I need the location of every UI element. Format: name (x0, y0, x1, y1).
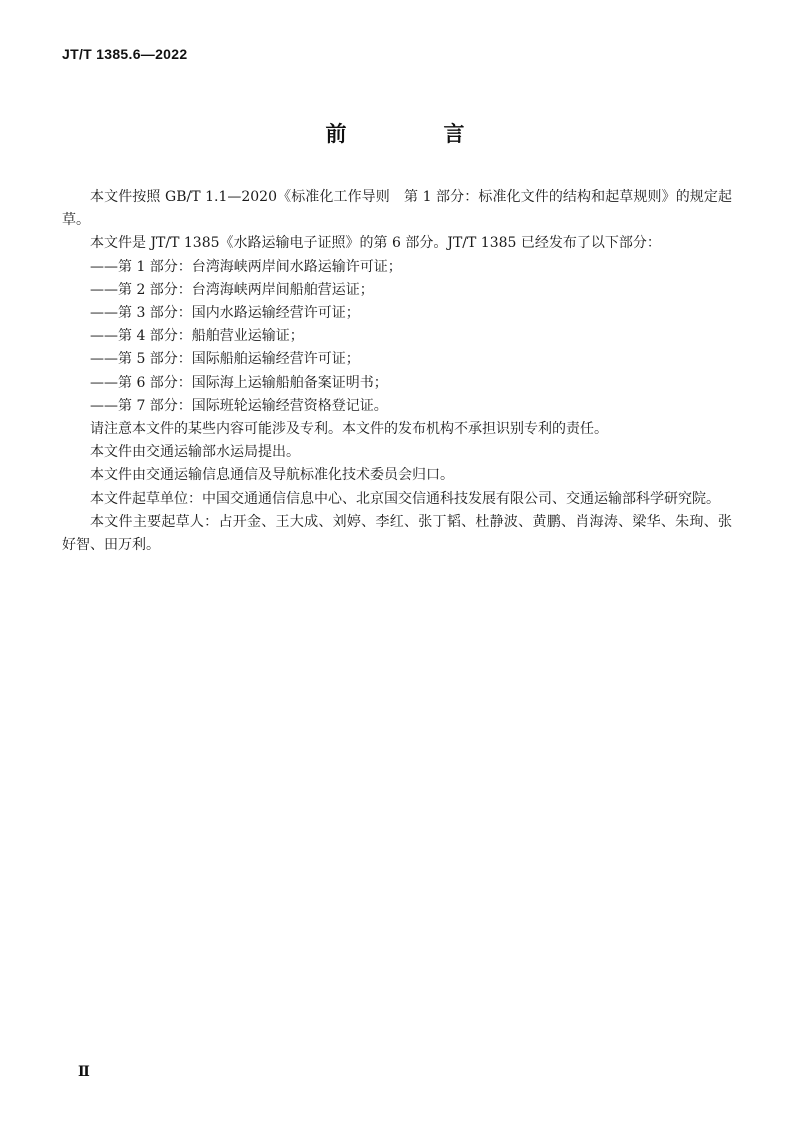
page-title: 前 言 (325, 122, 503, 146)
paragraph-drafting-rules: 本文件按照 GB/T 1.1—2020《标准化工作导则 第 1 部分：标准化文件的结构和起草规则》的规定起草。 (62, 189, 732, 229)
document-body (62, 186, 732, 557)
paragraph-drafting-units: 本文件起草单位：中国交通通信信息中心、北京国交信通科技发展有限公司、交通运输部科学研究院。 (90, 490, 720, 507)
paragraph-drafters: 本文件主要起草人：占开金、王大成、刘婷、李红、张丁韬、杜静波、黄鹏、肖海涛、梁华、朱珣、张好智、田万利。 (62, 513, 732, 554)
paragraph-proposer: 本文件由交通运输部水运局提出。 (90, 444, 300, 461)
list-item: ——第 3 部分：国内水路运输经营许可证； (90, 305, 360, 322)
list-item: ——第 1 部分：台湾海峡两岸间水路运输许可证； (90, 258, 402, 275)
list-item: ——第 5 部分：国际船舶运输经营许可证； (90, 351, 360, 368)
paragraph-patent-notice: 请注意本文件的某些内容可能涉及专利。本文件的发布机构不承担识别专利的责任。 (90, 421, 608, 438)
page-number: Ⅱ (78, 1064, 90, 1080)
paragraph-committee: 本文件由交通运输信息通信及导航标准化技术委员会归口。 (90, 467, 454, 484)
standard-code-header: JT/T 1385.6—2022 (62, 46, 188, 62)
list-item: ——第 4 部分：船舶营业运输证； (90, 328, 304, 345)
list-item: ——第 2 部分：台湾海峡两岸间船舶营运证； (90, 281, 374, 298)
paragraph-series-info: 本文件是 JT/T 1385《水路运输电子证照》的第 6 部分。JT/T 1385 已经发布了以下部分： (90, 235, 661, 252)
list-item: ——第 7 部分：国际班轮运输经营资格登记证。 (90, 397, 388, 414)
list-item: ——第 6 部分：国际海上运输船舶备案证明书； (90, 374, 388, 391)
parts-list (62, 256, 732, 418)
